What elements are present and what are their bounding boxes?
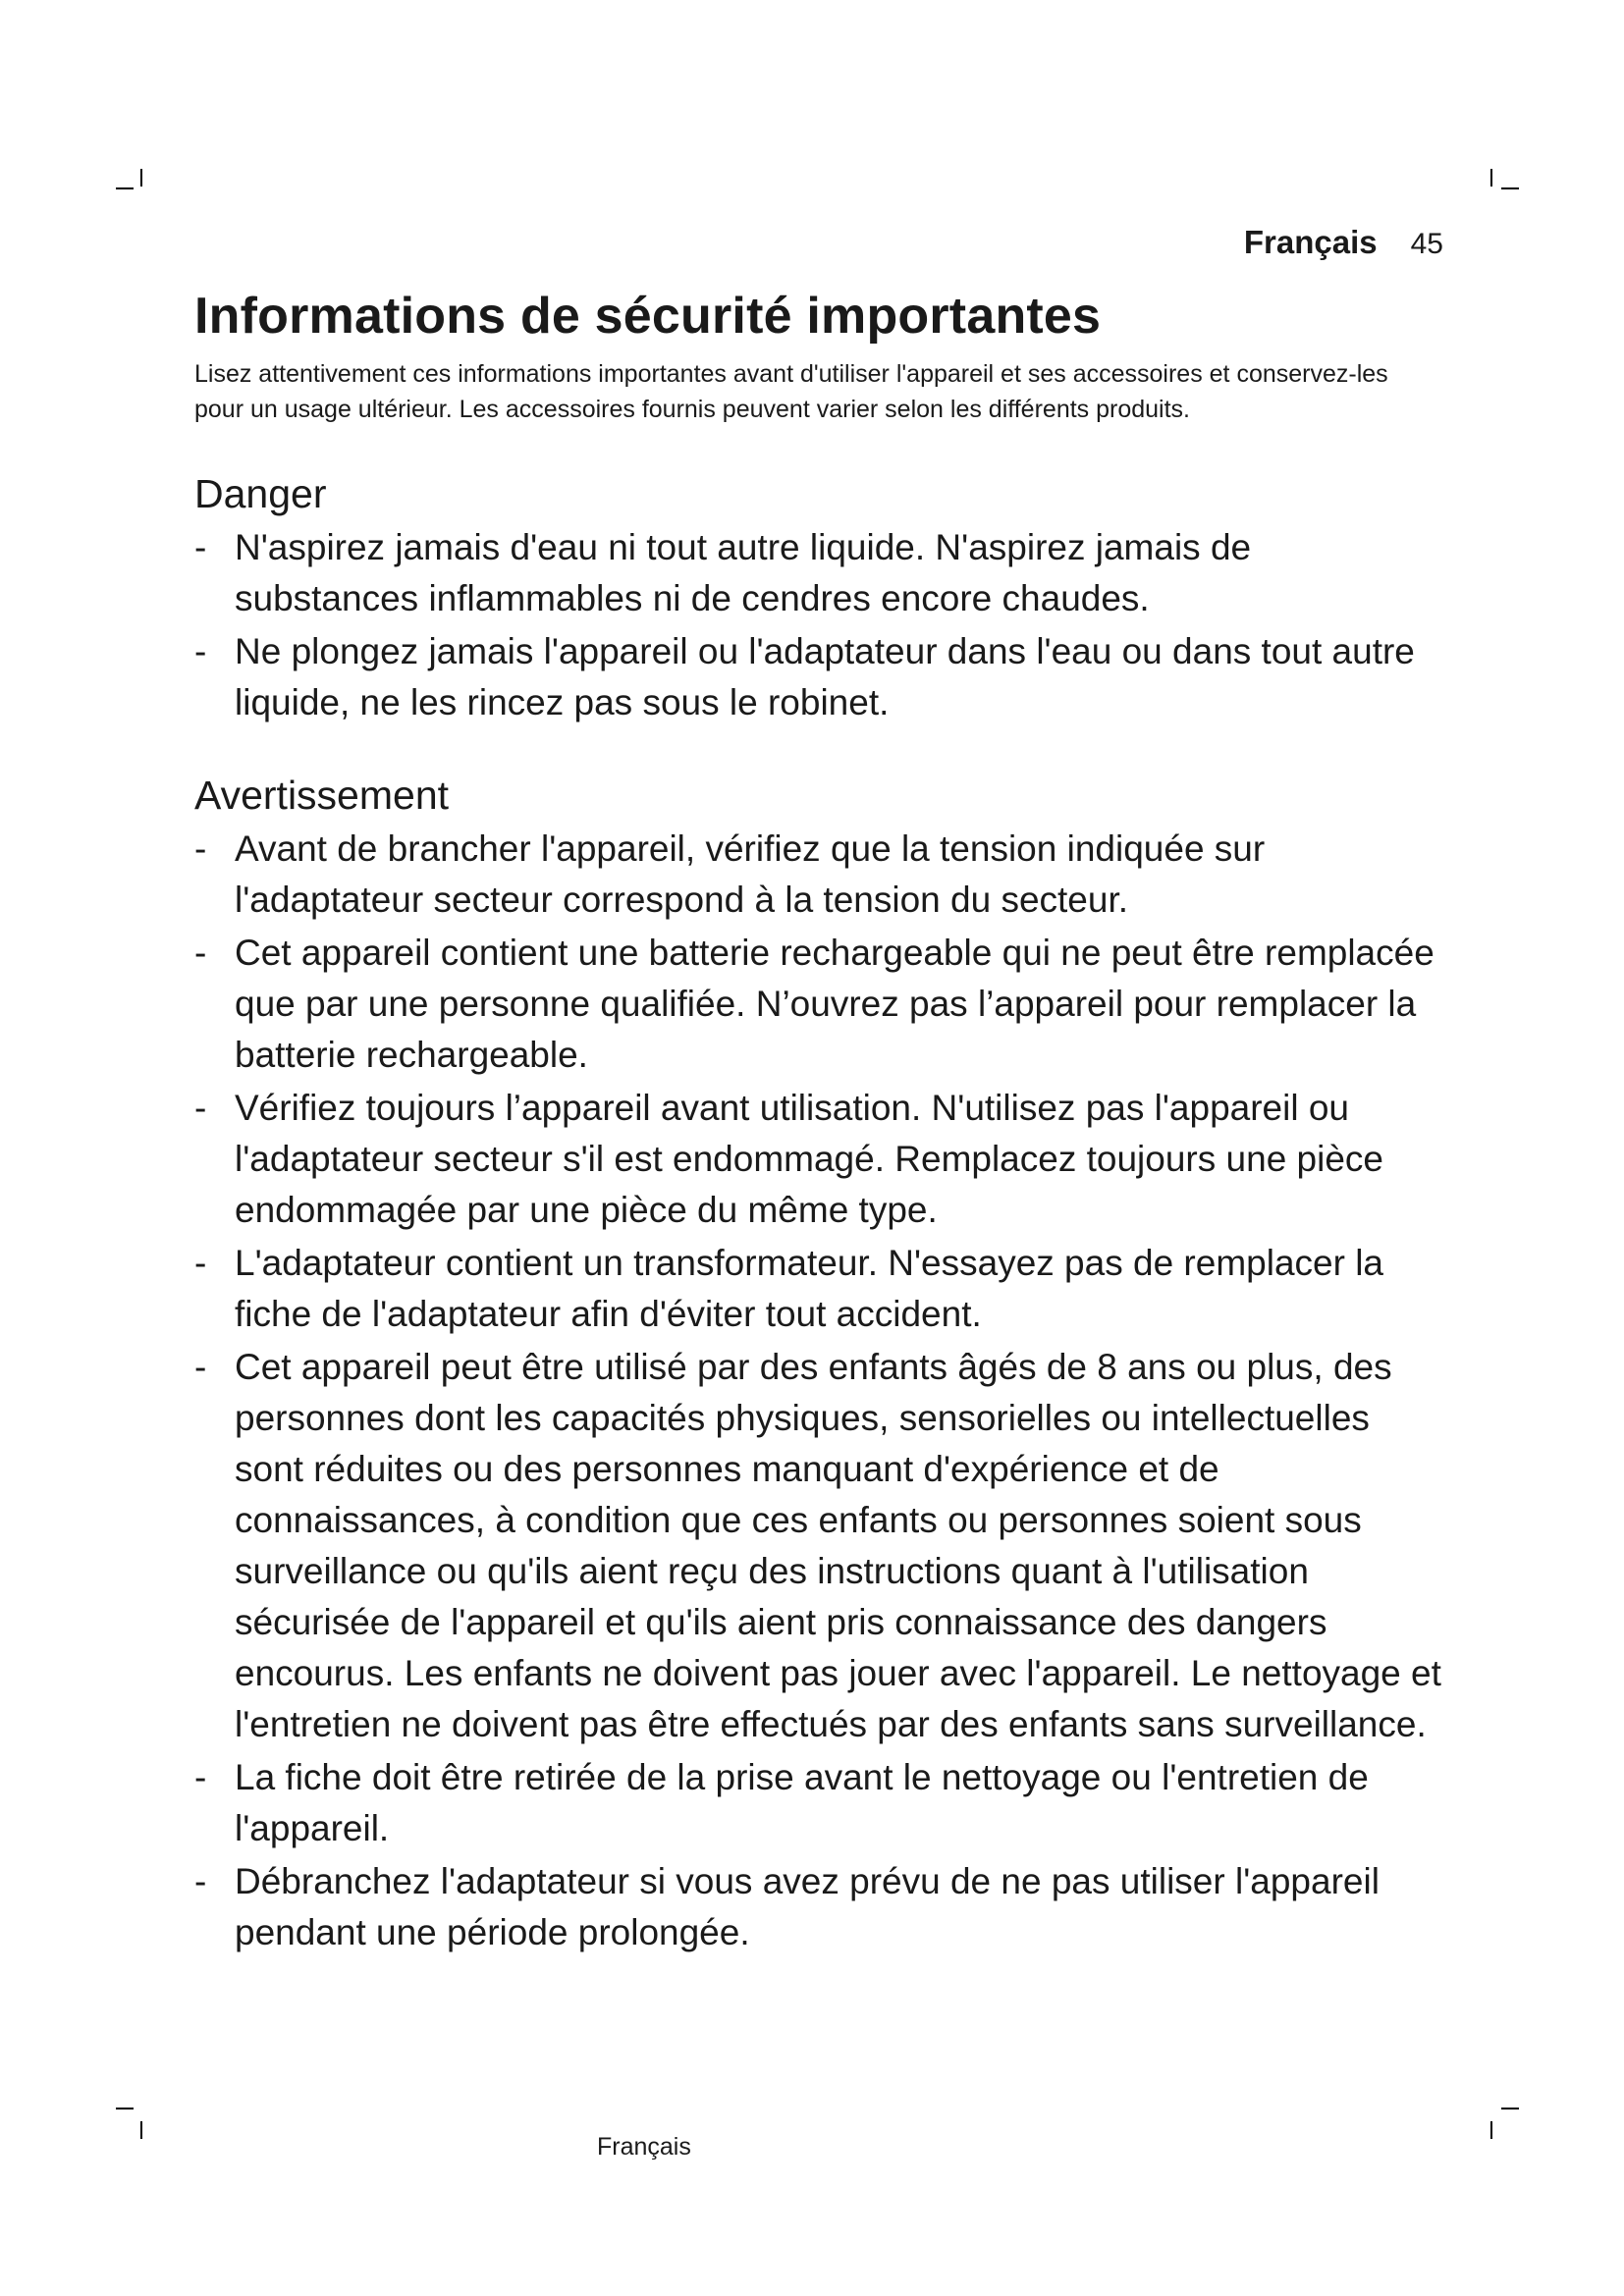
warning-item: [194, 1238, 1441, 1340]
warning-item-text: Avant de brancher l'appareil, vérifiez que la tension indiquée sur l'adaptateur secteur correspond à la tension du secteur.: [235, 828, 1266, 921]
warning-item-text: L'adaptateur contient un transformateur. N'essayez pas de remplacer la fiche de l'adaptateur afin d'éviter tout accident.: [235, 1243, 1383, 1335]
list-dash: -: [194, 1243, 207, 1284]
running-header: [1244, 224, 1443, 261]
warning-list: [194, 824, 1441, 1958]
danger-item-text: Ne plongez jamais l'appareil ou l'adaptateur dans l'eau ou dans tout autre liquide, ne les rincez pas sous le robinet.: [235, 631, 1415, 723]
list-dash: -: [194, 828, 207, 870]
warning-item-text: Cet appareil peut être utilisé par des enfants âgés de 8 ans ou plus, des personnes dont les capacités physiques, sensorielles ou intellectuelles sont réduites ou des personnes manquant d'expérience et de connaissances, à condition que ces enfants ou personnes soient sous surveillance ou qu'ils aient reçu des instructions quant à l'utilisation sécurisée de l'appareil et qu'ils aient pris connaissance des dangers encourus. Les enfants ne doivent pas jouer avec l'appareil. Le nettoyage et l'entretien ne doivent pas être effectués par des enfants sans surveillance.: [235, 1347, 1441, 1745]
crop-mark-top-left-v: [140, 169, 142, 187]
crop-mark-top-left-h: [116, 187, 134, 189]
list-dash: -: [194, 933, 207, 974]
danger-heading: Danger: [194, 471, 327, 516]
danger-list: [194, 522, 1441, 728]
page-title: Informations de sécurité importantes: [194, 288, 1102, 345]
warning-item: [194, 928, 1441, 1081]
page-number: 45: [1410, 228, 1443, 260]
warning-item: [194, 1083, 1441, 1236]
warning-item: [194, 1752, 1441, 1854]
footer-language: Français: [597, 2133, 691, 2161]
intro-paragraph: Lisez attentivement ces informations importantes avant d'utiliser l'appareil et ses accessoires et conservez-les pour un usage ultérieur. Les accessoires fournis peuvent varier selon les différents produits.: [194, 360, 1388, 423]
crop-mark-bottom-right-v: [1490, 2121, 1492, 2139]
list-dash: -: [194, 1088, 207, 1129]
list-dash: -: [194, 1347, 207, 1388]
list-dash: -: [194, 1757, 207, 1798]
warning-item-text: La fiche doit être retirée de la prise avant le nettoyage ou l'entretien de l'appareil.: [235, 1757, 1369, 1849]
warning-item: [194, 1342, 1441, 1750]
crop-mark-top-right-h: [1501, 187, 1519, 189]
crop-mark-bottom-left-h: [116, 2108, 134, 2109]
crop-mark-bottom-right-h: [1501, 2108, 1519, 2109]
page-content: [194, 285, 1441, 1960]
crop-mark-bottom-left-v: [140, 2121, 142, 2139]
danger-item: [194, 626, 1441, 728]
warning-item-text: Cet appareil contient une batterie rechargeable qui ne peut être remplacée que par une personne qualifiée. N’ouvrez pas l’appareil pour remplacer la batterie rechargeable.: [235, 933, 1435, 1076]
warning-item-text: Débranchez l'adaptateur si vous avez prévu de ne pas utiliser l'appareil pendant une période prolongée.: [235, 1861, 1380, 1953]
list-dash: -: [194, 527, 207, 568]
warning-item: [194, 1856, 1441, 1958]
list-dash: -: [194, 1861, 207, 1902]
danger-item-text: N'aspirez jamais d'eau ni tout autre liquide. N'aspirez jamais de substances inflammables ni de cendres encore chaudes.: [235, 527, 1252, 619]
warning-item: [194, 824, 1441, 926]
warning-heading: Avertissement: [194, 773, 450, 819]
warning-item-text: Vérifiez toujours l’appareil avant utilisation. N'utilisez pas l'appareil ou l'adaptateur secteur s'il est endommagé. Remplacez toujours une pièce endommagée par une pièce du même type.: [235, 1088, 1383, 1231]
header-language: Français: [1243, 224, 1378, 260]
crop-mark-top-right-v: [1490, 169, 1492, 187]
danger-item: [194, 522, 1441, 624]
list-dash: -: [194, 631, 207, 672]
